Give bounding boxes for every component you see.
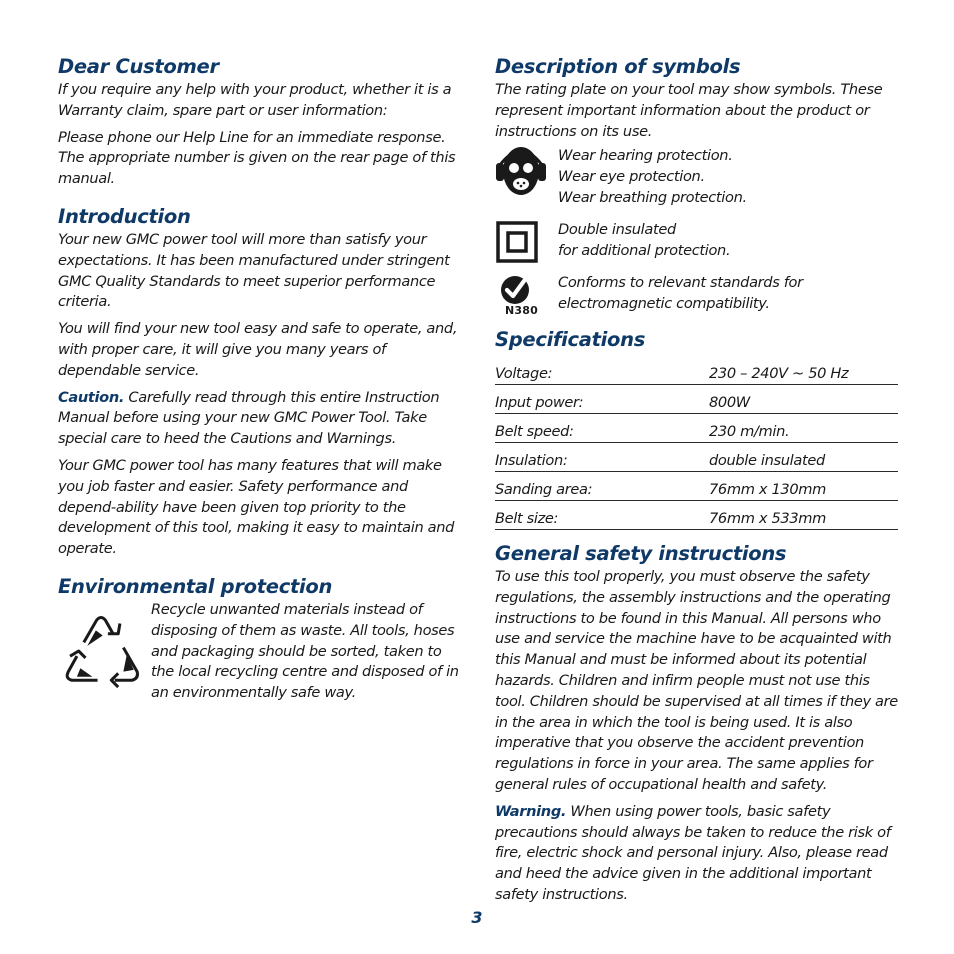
safety-heading: General safety instructions xyxy=(495,541,787,565)
symbol-ctick-line-2: electromagnetic compatibility. xyxy=(558,295,770,313)
spec-value: 800W xyxy=(709,384,898,413)
ctick-code: N380 xyxy=(505,304,538,318)
symbol-protection-row xyxy=(495,146,898,208)
introduction-p4: Your GMC power tool has many features that will make you job faster and easier. Safety performance and depend-ability have been given top priority to the development of this tool, making it easy to maintain and operate. xyxy=(58,456,455,558)
caution-text: Carefully read through this entire Instruction Manual before using your new GMC Power Tool. Take special care to heed the Cautions and Warnings. xyxy=(58,388,440,448)
symbol-protection-line-3: Wear breathing protection. xyxy=(558,188,747,206)
spec-value: 76mm x 533mm xyxy=(709,500,898,529)
spec-row xyxy=(495,471,898,500)
spec-row xyxy=(495,356,898,385)
dear-customer-p2: Please phone our Help Line for an immediate response. The appropriate number is given on the rear page of this manual. xyxy=(58,128,456,188)
safety-section xyxy=(495,541,898,906)
symbol-ctick-row xyxy=(495,273,898,318)
warning-text: When using power tools, basic safety precautions should always be taken to reduce the risk of fire, electric shock and personal injury. Also, please read and heed the advice given in the additional important safety instructions. xyxy=(495,802,891,903)
symbol-ctick-line-1: Conforms to relevant standards for xyxy=(558,274,803,292)
spec-row xyxy=(495,384,898,413)
symbol-double-insulated-line-1: Double insulated xyxy=(558,220,676,238)
symbol-protection-line-2: Wear eye protection. xyxy=(558,168,705,186)
spec-label: Belt speed: xyxy=(495,413,709,442)
spec-row xyxy=(495,413,898,442)
introduction-section xyxy=(58,204,462,560)
caution-paragraph xyxy=(58,388,462,450)
double-insulated-icon xyxy=(495,220,539,264)
symbol-double-insulated-line-2: for additional protection. xyxy=(558,241,731,259)
specifications-heading: Specifications xyxy=(495,327,646,351)
spec-label: Belt size: xyxy=(495,500,709,529)
page-number: 3 xyxy=(471,908,483,927)
dear-customer-p1: If you require any help with your product, whether it is a Warranty claim, spare part or user information: xyxy=(58,81,452,119)
spec-label: Input power: xyxy=(495,384,709,413)
spec-label: Voltage: xyxy=(495,356,709,385)
environmental-section xyxy=(58,574,462,720)
spec-row xyxy=(495,500,898,529)
safety-p1: To use this tool properly, you must observe the safety regulations, the assembly instructions and the operating instructions to be found in this Manual. All persons who use and service the machine have to be acquainted with this Manual and must be informed about its potential hazards. Children and infirm people must not use this tool. Children should be supervised at all times if they are in the area in which the tool is being used. It is also imperative that you observe the accident prevention regulations in force in your area. The same applies for general rules of occupational health and safety. xyxy=(495,567,898,793)
symbols-section xyxy=(495,54,898,318)
spec-label: Sanding area: xyxy=(495,471,709,500)
specifications-section xyxy=(495,327,898,530)
symbol-protection-line-1: Wear hearing protection. xyxy=(558,147,733,165)
introduction-heading: Introduction xyxy=(58,204,191,228)
environmental-text: Recycle unwanted materials instead of disposing of them as waste. All tools, hoses and packaging should be sorted, taken to the local recycling centre and disposed of in an environmentally safe way. xyxy=(151,600,459,702)
left-column xyxy=(58,54,462,720)
warning-label: Warning. xyxy=(495,802,567,820)
right-column xyxy=(495,54,898,906)
recycle-icon xyxy=(58,608,144,694)
spec-row xyxy=(495,442,898,471)
caution-label: Caution. xyxy=(58,388,125,406)
symbol-double-insulated-row xyxy=(495,220,898,262)
symbols-heading: Description of symbols xyxy=(495,55,741,78)
dear-customer-heading: Dear Customer xyxy=(58,55,219,78)
spec-label: Insulation: xyxy=(495,442,709,471)
specifications-table xyxy=(495,356,898,530)
introduction-p1: Your new GMC power tool will more than satisfy your expectations. It has been manufactured under stringent GMC Quality Standards to meet superior performance criteria. xyxy=(58,230,450,311)
spec-value: 76mm x 130mm xyxy=(709,471,898,500)
spec-value: 230 m/min. xyxy=(709,413,898,442)
protection-head-icon xyxy=(495,143,547,201)
introduction-p2: You will find your new tool easy and safe to operate, and, with proper care, it will give you many years of dependable service. xyxy=(58,320,458,379)
spec-value: double insulated xyxy=(709,442,898,471)
environmental-heading: Environmental protection xyxy=(58,574,333,598)
dear-customer-section xyxy=(58,54,462,190)
spec-value: 230 – 240V ~ 50 Hz xyxy=(709,356,898,385)
symbols-intro: The rating plate on your tool may show symbols. These represent important information about the product or instructions on its use. xyxy=(495,81,883,140)
warning-paragraph xyxy=(495,802,898,906)
